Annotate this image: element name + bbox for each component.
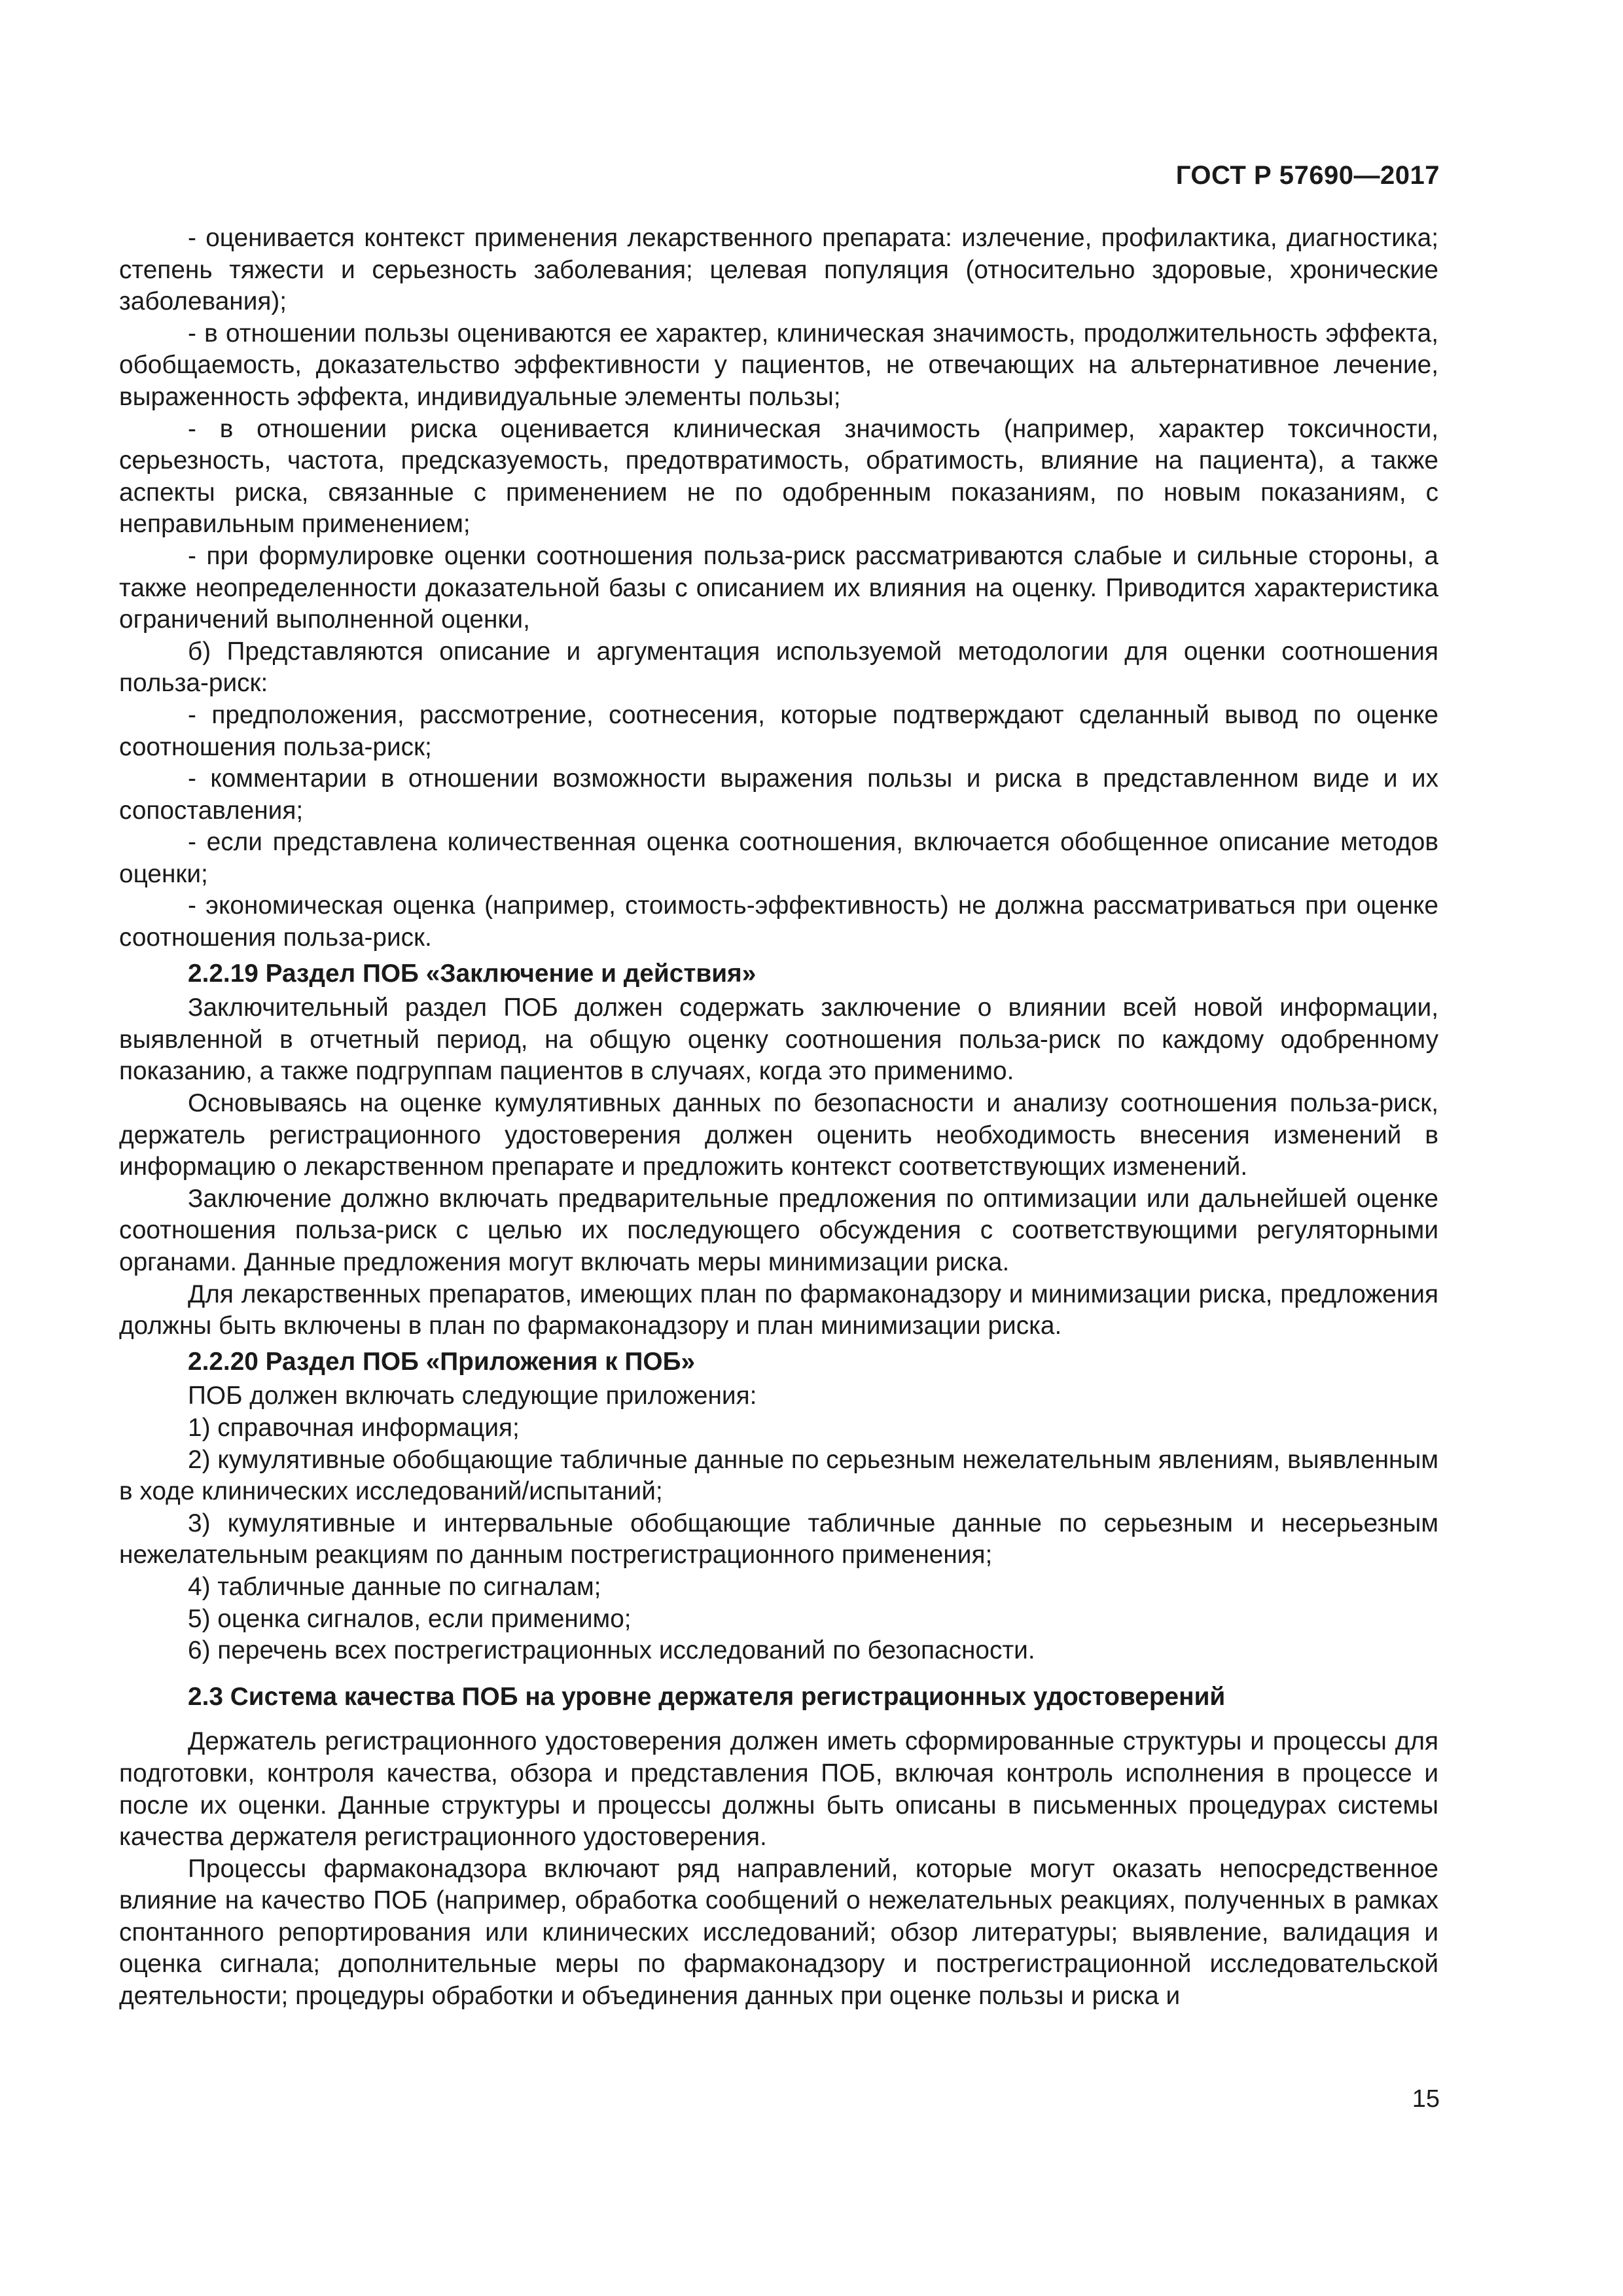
paragraph: - в отношении пользы оцениваются ее характер, клиническая значимость, продолжительность эффекта, обобщаемость, доказательство эффективности у пациентов, не отвечающих на альтернативное лечение, выраженность эффекта, индивидуальные элементы пользы; xyxy=(119,319,1438,411)
paragraph: - если представлена количественная оценка соотношения, включается обобщенное описание методов оценки; xyxy=(119,828,1438,888)
section-heading-major: 2.3 Система качества ПОБ на уровне держателя регистрационных удостоверений xyxy=(188,1682,1226,1711)
paragraph: 6) перечень всех пострегистрационных исследований по безопасности. xyxy=(188,1636,1035,1665)
paragraph: Основываясь на оценке кумулятивных данных по безопасности и анализу соотношения польза-риск, держатель регистрационного удостоверения должен оценить необходимость внесения изменений в информацию о лекарственном препарате и предложить контекст соответствующих изменений. xyxy=(119,1089,1438,1181)
paragraph: 5) оценка сигналов, если применимо; xyxy=(188,1604,632,1633)
paragraph: Держатель регистрационного удостоверения должен иметь сформированные структуры и процессы для подготовки, контроля качества, обзора и представления ПОБ, включая контроль исполнения в процессе и после их оценки. Данные структуры и процессы должны быть описаны в письменных процедурах системы качества держателя регистрационного удостоверения. xyxy=(119,1727,1438,1852)
paragraph: 4) табличные данные по сигналам; xyxy=(188,1572,601,1601)
document-code: ГОСТ Р 57690—2017 xyxy=(1175,161,1440,190)
paragraph: 1) справочная информация; xyxy=(188,1413,520,1442)
paragraph: б) Представляются описание и аргументация используемой методологии для оценки соотношения польза-риск: xyxy=(119,637,1438,698)
page-number: 15 xyxy=(1412,2085,1440,2113)
section-heading: 2.2.19 Раздел ПОБ «Заключение и действия» xyxy=(188,959,757,988)
paragraph: - при формулировке оценки соотношения польза-риск рассматриваются слабые и сильные стороны, а также неопределенности доказательной базы с описанием их влияния на оценку. Приводится характеристика ограничений выполненной оценки, xyxy=(119,541,1438,634)
paragraph: Процессы фармаконадзора включают ряд направлений, которые могут оказать непосредственное влияние на качество ПОБ (например, обработка сообщений о нежелательных реакциях, полученных в рамках спонтанного репортирования или клинических исследований; обзор литературы; выявление, валидация и оценка сигнала; дополнительные меры по фармаконадзору и пострегистрационной исследовательской деятельности; процедуры обработки и объединения данных при оценке пользы и риска и xyxy=(119,1854,1438,2011)
paragraph: 2) кумулятивные обобщающие табличные данные по серьезным нежелательным явлениям, выявленным в ходе клинических исследований/испытаний; xyxy=(119,1445,1438,1506)
document-body xyxy=(119,223,1438,2013)
paragraph: - комментарии в отношении возможности выражения пользы и риска в представленном виде и их сопоставления; xyxy=(119,764,1438,825)
paragraph: - в отношении риска оценивается клиническая значимость (например, характер токсичности, серьезность, частота, предсказуемость, предотвратимость, обратимость, влияние на пациента), а также аспекты риска, связанные с применением не по одобренным показаниям, по новым показаниям, с неправильным применением; xyxy=(119,414,1438,539)
paragraph: 3) кумулятивные и интервальные обобщающие табличные данные по серьезным и несерьезным нежелательным реакциям по данным пострегистрационного применения; xyxy=(119,1509,1438,1570)
paragraph: - предположения, рассмотрение, соотнесения, которые подтверждают сделанный вывод по оценке соотношения польза-риск; xyxy=(119,700,1438,761)
paragraph: Заключительный раздел ПОБ должен содержать заключение о влиянии всей новой информации, выявленной в отчетный период, на общую оценку соотношения польза-риск по каждому одобренному показанию, а также подгруппам пациентов в случаях, когда это применимо. xyxy=(119,994,1438,1086)
paragraph: - оценивается контекст применения лекарственного препарата: излечение, профилактика, диагностика; степень тяжести и серьезность заболевания; целевая популяция (относительно здоровые, хронические заболевания); xyxy=(119,224,1438,316)
section-heading: 2.2.20 Раздел ПОБ «Приложения к ПОБ» xyxy=(188,1347,696,1376)
paragraph: Для лекарственных препаратов, имеющих план по фармаконадзору и минимизации риска, предложения должны быть включены в план по фармаконадзору и план минимизации риска. xyxy=(119,1280,1438,1340)
paragraph: - экономическая оценка (например, стоимость-эффективность) не должна рассматриваться при оценке соотношения польза-риск. xyxy=(119,891,1438,952)
paragraph: Заключение должно включать предварительные предложения по оптимизации или дальнейшей оценке соотношения польза-риск с целью их последующего обсуждения с соответствующими регуляторными органами. Данные предложения могут включать меры минимизации риска. xyxy=(119,1184,1438,1276)
paragraph: ПОБ должен включать следующие приложения: xyxy=(188,1382,757,1410)
